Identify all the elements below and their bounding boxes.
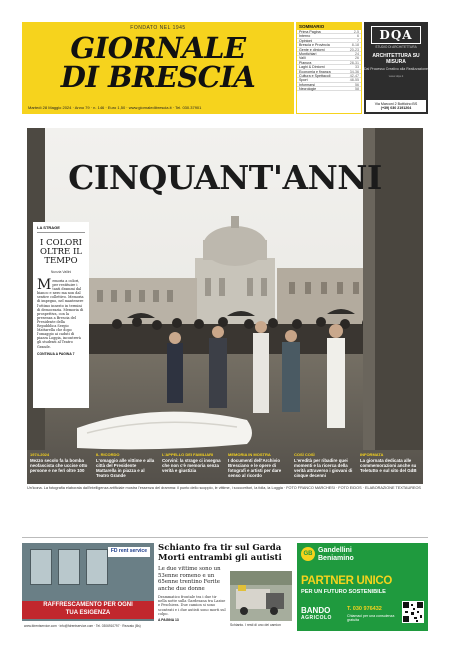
toc-label: Economia e finanza [299,69,331,74]
caption-kicker: MEMORIA IN MOSTRA [228,452,271,457]
partner-headline: PARTNER UNICO [301,575,393,587]
dqa-subtitle: STUDIO DI ARCHITETTURA [375,45,417,49]
dqa-logo: DQA [371,26,421,44]
gandellini-note: Chiamaci per una consulenza gratuita [347,614,395,622]
dqa-phone: (+39) 030 2191204 [380,105,412,110]
dqa-address-box [366,100,426,112]
dqa-website: www.dqa.it [388,74,404,78]
toc-page: 42-47 [349,73,359,78]
caption-kicker: 1974-2024 [30,452,50,457]
lead-headline[interactable]: CINQUANT'ANNI [68,158,382,197]
toc-page: 7 [357,38,359,43]
sidebar-author: Nunzia Vallini [50,270,72,274]
toc-label: Valli [299,56,306,61]
caption-text: L'eredità per ribadire quei momenti e la ricerca della verità attraverso i giovani di cinque decenni [294,458,353,478]
fd-rent-advertisement[interactable] [22,543,154,631]
section-divider [22,537,428,538]
dqa-text: Dal Processo Creativo alla Realizzazione [364,67,429,71]
issue-info: Martedì 28 Maggio 2024 · Anno 79 · n. 146 · Euro 1,50 · www.giornaledibrescia.it · Tel. 030.37901 [28,105,202,110]
truck-wreck-image [230,571,292,621]
toc-page: 24 [355,51,359,56]
toc-page: 2-5 [353,30,359,34]
news-continue-link[interactable]: A PAGINA 13 [158,618,179,623]
title-line-1: GIORNALE [70,31,246,65]
toc-label: Pianura [299,60,312,65]
toc-label: Cultura e Spettacoli [299,73,331,78]
newspaper-title[interactable] [22,31,294,94]
dqa-address: Via Marconi 2 Botticino BS [374,101,418,106]
toc-label: Opinioni [299,38,313,43]
toc-heading: SOMMARIO [297,23,361,30]
caption-kicker: COSÌ COSÌ [294,452,315,457]
caption-item[interactable] [225,450,291,484]
editorial-sidebar[interactable] [33,222,89,408]
fd-banner-line-2: TUA ESIGENZA [65,609,111,616]
qr-pattern [402,601,424,623]
photo-credits: Un'icona. La fotografia elaborata dall'intelligenza artificiale mostra l'essenza del dramma: il punto dello scoppio, le vittime, i soccorritori, la folla, la Loggia · FOTO FRANCO MARCHESI · FOTO EIDOS · ELABORAZIONE TEXTAUREOS [27,486,421,490]
toc-label: Informarsi [299,82,315,87]
news-body: Drammatico frontale tra i due tir nella notte sulla Gardesana tra Lazise e Peschiera. Due camion si sono scontrati e i due autisti sono morti sul colpo. [158,595,226,616]
title-line-2: DI BRESCIA [60,60,256,94]
toc-page: 48-55 [349,78,359,83]
gandellini-phone[interactable]: T. 030 976432 [347,606,382,612]
caption-strip [27,450,423,484]
gandellini-advertisement[interactable] [297,543,428,631]
toc-label: Interno [299,34,311,39]
sidebar-tag: LA STRAGE [37,225,85,233]
caption-kicker: IL RICORDO [96,452,120,457]
caption-item[interactable] [357,450,423,484]
toc-label: Gente e dintorni [299,47,325,52]
toc-label: Montichiari [299,51,317,56]
toc-page: 20-23 [349,47,359,52]
toc-page: 8-18 [351,43,359,48]
sustainable-tagline: PER UN FUTURO SOSTENIBILE [301,589,386,595]
caption-item[interactable] [93,450,159,484]
bando-label: BANDO [301,606,331,615]
caption-text: I documenti dell'Archivio Bresciano e le opere di fotografi e artisti per dare senso al ricordo [228,458,282,478]
fd-banner-line-1: RAFFRESCAMENTO PER OGNI [43,602,133,608]
sidebar-continue-link[interactable]: CONTINUA A PAGINA 7 [37,351,75,356]
toc-label: Necrologie [299,87,317,92]
gandellini-name-line-1: Gandellini [318,547,352,554]
agricolo-label: AGRICOLO [301,615,332,621]
fd-contacts: www.fdrentservice.com · info@fdrentservice.com · Tel. 0306910797 · Rezzato (Bs) [22,621,154,631]
sidebar-body: Memoria a colori, per restituire i tanti drammi dal bianco e nero ma non dal sentire collettivo. Memoria di impegno, nel mantenere l'ottimo innesto in termini di democrazia. Memoria di prospettiva, con la presenza a Brescia del Presidente della Repubblica Sergio Mattarella che dopo l'omaggio ai caduti di piazza Loggia, incontrerà gli studenti al Teatro Grande. [37,277,84,349]
window-panel [86,549,108,585]
toc-label: Laghi & Dintorni [299,65,325,70]
toc-label: Sport [299,78,308,83]
caption-item[interactable] [27,450,93,484]
lead-photo[interactable] [27,128,423,484]
news-photo[interactable] [230,571,292,621]
window-panel [30,549,52,585]
gandellini-name [318,547,354,562]
news-headline[interactable]: Schianto fra tir sul Garda Morti entrambi gli autisti [158,543,282,563]
toc-label: Brescia e Provincia [299,43,330,48]
toc-row[interactable] [297,87,361,91]
caption-item[interactable] [159,450,225,484]
news-photo-caption: Schianto. I resti di uno dei camion [230,623,281,627]
toc-label: Prima Pagina [299,30,321,34]
toc-page: 6 [357,34,359,39]
toc-page: 28-31 [349,60,359,65]
caption-text: Mezzo secolo fa la bomba neofascista che uccise otto persone e ne ferì oltre 100 [30,458,88,473]
toc-page: 33 [355,65,359,70]
caption-text: Corvini: la strage ci insegna che non c'è memoria senza verità e giustizia [162,458,221,473]
qr-code-icon[interactable] [402,601,424,623]
dqa-headline: ARCHITETTURA SU MISURA [372,53,420,65]
news-article[interactable] [158,543,292,633]
caption-kicker: L'APPELLO DEI FAMILIARI [162,452,214,457]
masthead [22,22,294,114]
gandellini-logo: GB [301,547,315,561]
table-of-contents [296,22,362,114]
caption-kicker: INFORMATA [360,452,384,457]
dqa-advertisement[interactable] [364,22,428,114]
fd-banner [22,601,154,619]
caption-item[interactable] [291,450,357,484]
founded-note: FONDATO NEL 1945 [130,25,186,31]
sidebar-title[interactable]: I COLORI OLTRE IL TEMPO [40,238,82,266]
toc-page: 58 [355,87,359,92]
fd-logo: FD rent service [108,547,150,557]
toc-page: 26 [355,56,359,61]
caption-text: L'omaggio alle vittime e alla città del Presidente Mattarella in piazza e al Teatro Grande [96,458,155,478]
caption-text: La giornata dedicata alle commemorazioni anche su Teletutto e sul sito del GdB [360,458,417,473]
toc-page: 56 [355,82,359,87]
news-subhead: Le due vittime sono un 53enne romeno e un 65enne trentino Ferite anche due donne [158,566,221,592]
gandellini-name-line-2: Beniamino [318,554,354,562]
toc-page: 34-36 [349,69,359,74]
window-panel [58,549,80,585]
